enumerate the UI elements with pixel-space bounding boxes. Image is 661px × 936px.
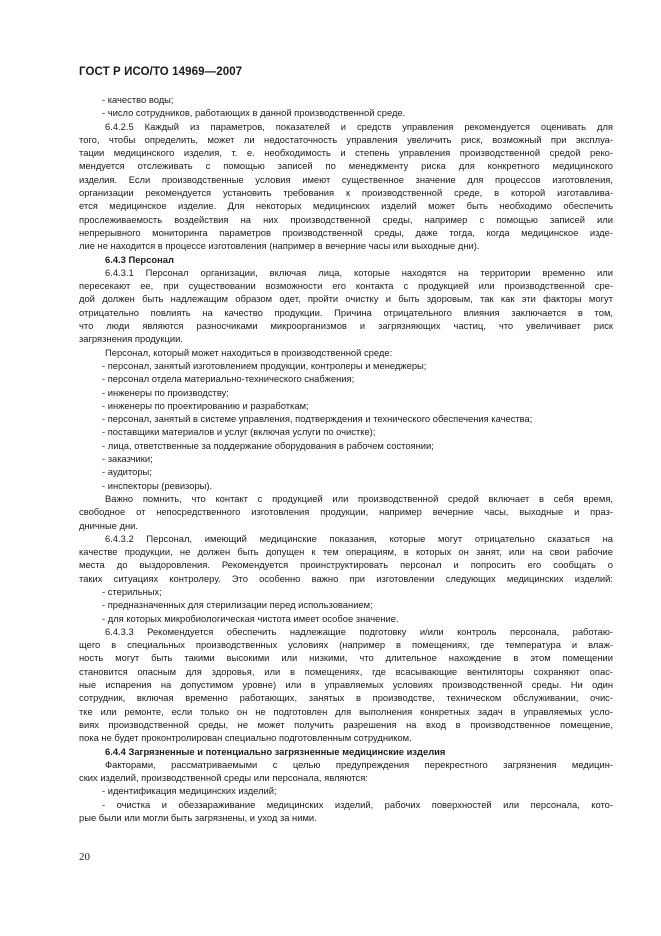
text-line: ется медицинское изделие. Для некоторых медицинских изделий может быть необходимо обеспечить: [79, 200, 613, 212]
text-line: - инспекторы (ревизоры).: [102, 479, 213, 491]
text-line: таких ситуациях контролеру. Это особенно важно при изготовлении следующих медицинских изделий:: [79, 572, 613, 584]
text-line: пересекают ее, при существовании возможности его контакта с продукцией или производственной сре-: [79, 280, 613, 292]
text-line: - поставщики материалов и услуг (включая услуги по очистке);: [102, 426, 376, 438]
text-line: места до выздоровления. Рекомендуется проинструктировать персонал и попросить его сообщать о: [79, 559, 613, 571]
text-line: - персонал, занятый изготовлением продукции, контролеры и менеджеры;: [102, 359, 427, 371]
text-line: мендуется отслеживать с помощью записей по менеджменту риска для конкретного медицинского: [79, 160, 613, 172]
text-line: ные испарения на допустимом уровне) или в управляемых условиях производственной среды. Ни один: [79, 679, 613, 691]
text-line: - стерильных;: [102, 585, 162, 597]
text-line: того, чтобы определить, может ли недостаточность управления увеличить риск, возможный при эксплуа-: [79, 133, 613, 145]
text-line: 6.4.3 Персонал: [105, 253, 174, 265]
text-line: Важно помнить, что контакт с продукцией или производственной средой включает в себя время,: [105, 492, 613, 504]
text-line: 6.4.3.1 Персонал организации, включая лица, которые находятся на территории временно или: [105, 266, 613, 278]
text-line: - аудиторы;: [102, 466, 152, 478]
text-line: организации рекомендуется установить требования к производственной среде, в которой изготавлива-: [79, 187, 613, 199]
document-header: ГОСТ Р ИСО/ТО 14969—2007: [79, 66, 243, 78]
text-line: дничные дни.: [79, 519, 138, 531]
text-line: качестве продукции, не должен быть допущен к тем операциям, в которых он занят, или на свои рабочие: [79, 546, 613, 558]
text-line: - персонал отдела материально-технического снабжения;: [102, 373, 355, 385]
text-line: становится опасным для здоровья, или в помещениях, где всасывающие вентиляторы сохраняют опас-: [79, 665, 613, 677]
text-line: 6.4.4 Загрязненные и потенциально загрязненные медицинские изделия: [105, 745, 446, 757]
text-line: рые были или могли быть загрязнены, и уход за ними.: [79, 812, 317, 824]
text-line: изделия. Если производственные условия имеют существенное значение для процессов изготовления,: [79, 173, 613, 185]
text-line: - качество воды;: [102, 94, 174, 105]
text-line: прослеживаемость воздействия на них производственной среды, например с помощью записей или: [79, 213, 613, 225]
text-line: Персонал, который может находиться в производственной среде:: [105, 346, 393, 358]
text-line: ских изделий, производственной среды или персонала, являются:: [79, 772, 368, 784]
text-line: лие не находится в процессе изготовления (например в вечерние часы или выходные дни).: [79, 240, 480, 252]
text-line: пока не будет проконтролирован специально подготовленным сотрудником.: [79, 732, 412, 744]
page-number: 20: [79, 851, 90, 863]
text-line: - очистка и обеззараживание медицинских изделий, рабочих поверхностей или персонала, кото-: [102, 798, 613, 810]
text-line: дой должен быть надлежащим образом одет, пройти очистку и быть здоровым, так как эти факторы могут: [79, 293, 613, 305]
text-line: загрязнения продукции.: [79, 333, 183, 345]
text-line: Факторами, рассматриваемыми с целью предупреждения перекрестного загрязнения медицин-: [105, 758, 613, 770]
text-line: тации медицинского изделия, т. е. необходимость и степень управления производственной средой реко-: [79, 147, 613, 159]
text-line: что люди являются разносчиками микроорганизмов и загрязняющих частиц, что увеличивает риск: [79, 320, 613, 332]
text-line: непрерывного мониторинга параметров производственной среды, даже тогда, когда медицинское изде-: [79, 226, 613, 238]
text-line: - предназначенных для стерилизации перед использованием;: [102, 599, 373, 611]
text-line: ность могут быть такими высокими или низкими, что длительное нахождение в этом помещении: [79, 652, 613, 664]
text-line: 6.4.3.3 Рекомендуется обеспечить надлежащие подготовку и/или контроль персонала, работаю-: [105, 625, 613, 637]
text-line: сотрудник, включая временно работающих, занятых в производстве, техническом обслуживании, очис-: [79, 692, 613, 704]
text-line: свободное от непосредственного изготовления продукции, например вечерние часы, выходные и праз-: [79, 506, 613, 518]
text-line: 6.4.2.5 Каждый из параметров, показателей и средств управления рекомендуется оценивать для: [105, 120, 613, 132]
text-line: тке или ремонте, если только он не подготовлен для выполнения конкретных задач в управляемых усло-: [79, 705, 613, 717]
text-line: - инженеры по проектированию и разработкам;: [102, 399, 309, 411]
text-line: виях производственной среды, не может получить разрешения на вход в производственное помещение,: [79, 718, 613, 730]
text-line: - персонал, занятый в системе управления, подтверждения и технического обеспечения качества;: [102, 413, 533, 425]
text-line: - заказчики;: [102, 453, 153, 465]
text-line: - лица, ответственные за поддержание оборудования в рабочем состоянии;: [102, 439, 434, 451]
text-line: - идентификация медицинских изделий;: [102, 785, 277, 797]
text-line: - для которых микробиологическая чистота имеет особое значение.: [102, 612, 399, 624]
document-body: [79, 93, 613, 824]
text-line: щего в специальных производственных условиях (например в помещениях, где температура и влаж-: [79, 639, 613, 651]
text-line: отрицательно повлиять на качество продукции. Причина отрицательного влияния заключается в том,: [79, 306, 613, 318]
text-line: - инженеры по производству;: [102, 386, 229, 398]
text-line: 6.4.3.2 Персонал, имеющий медицинские показания, которые могут отрицательно сказаться на: [105, 532, 613, 544]
text-line: - число сотрудников, работающих в данной производственной среде.: [102, 107, 406, 119]
